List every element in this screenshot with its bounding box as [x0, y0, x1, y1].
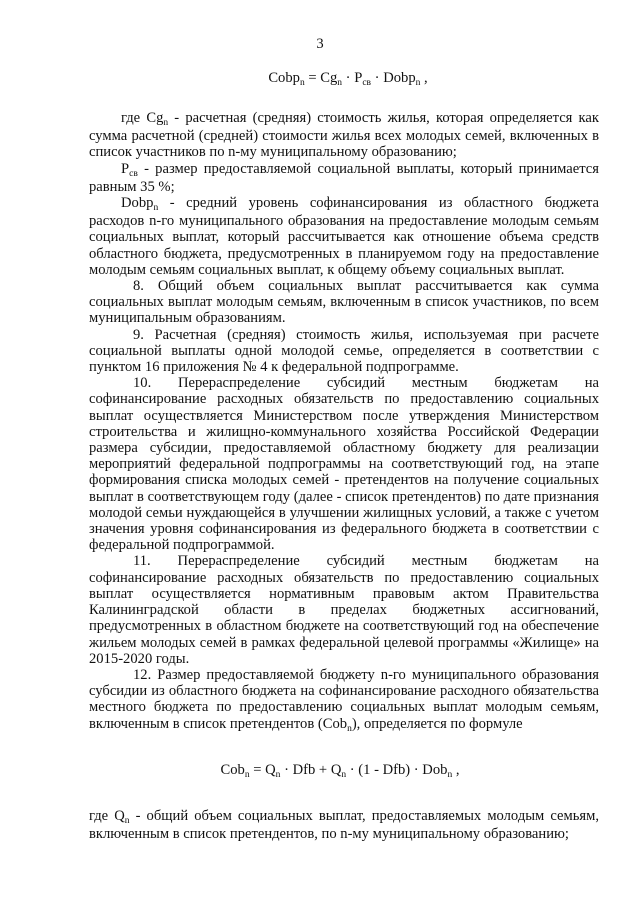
paragraph-11: 11. Перераспределение субсидий местным бюджетам на софинансирование расходных обязательств по предоставлению социальных выплат осуществляется нормативным правовым актом Правительства Калининградской области в пределах бюджетных ассигнований, предусмотренных в областном бюджете на соответствующий год на обеспечение жильем молодых семей в рамках федеральной целевой программы «Жилище» на 2015-2020 годы. [89, 553, 599, 667]
formula-cobp: Cobp$_n$ = $Cg_n \cdot P_{св}$ · Dobp$_n$ , [268, 70, 428, 88]
definitions-block-2 [89, 808, 599, 842]
paragraph-10: 10. Перераспределение субсидий местным бюджетам на софинансирование расходных обязательств по предоставлению социальных выплат осуществляется Министерством после утверждения Министерством строительства и жилищно-коммунального хозяйства Российской Федерации размера субсидии, предоставляемой областному бюджету для реализации мероприятий федеральной подпрограммы на соответствующий год, на этапе формирования списка молодых семей - претендентов на получение социальных выплат в соответствующем году (далее - список претендентов) по дате признания молодой семьи нуждающейся в улучшении жилищных условий, а также с учетом значения уровня софинансирования из федерального бюджета в соответствии с федеральной подпрограммой. [89, 375, 599, 554]
definition-psv: $P_{св}$ - размер предоставляемой социальной выплаты, который принимается равным 35 %; [89, 160, 599, 195]
definition-cg: где $Cg_n$ - расчетная (средняя) стоимость жилья, которая определяется как сумма расчетной (средней) стоимости жилья всех молодых семей, включенных в список участников по n-му муниципальному образованию; [89, 110, 599, 161]
paragraph-8: 8. Общий объем социальных выплат рассчитывается как сумма социальных выплат молодым семьям, включенным в список участников, по всем муниципальным образованиям. [89, 278, 599, 327]
definition-dobp: Dobp$_n$ - средний уровень софинансирования из областного бюджета расходов n-го муниципального образования на предоставление молодым семьям социальных выплат, который рассчитывается как отношение объема средств областного бюджета, предусмотренных в планируемом году на предоставление молодым семьям социальных выплат, к общему объему социальных выплат. [89, 195, 599, 278]
formula-cob: $Cob_n = Q_n$ · Dfb + $Q_n \cdot (1 - Dfb) \cdot Dob_n$ , [220, 762, 460, 780]
paragraph-9: 9. Расчетная (средняя) стоимость жилья, используемая при расчете социальной выплаты одной молодой семье, определяется в соответствии с пунктом 16 приложения № 4 к федеральной подпрограмме. [89, 326, 599, 376]
definitions-block-1 [89, 110, 599, 734]
definition-qn: где $Q_n$ - общий объем социальных выплат, предоставляемых молодым семьям, включенным в список претендентов, по n-му муниципальному образованию; [89, 808, 599, 843]
page-number: 3 [316, 36, 324, 52]
paragraph-12: 12. Размер предоставляемой бюджету n-го муниципального образования субсидии из областного бюджета на софинансирование расходного обязательства местного бюджета по предоставлению социальных выплат молодым семьям, включенным в список претендентов (Cob$_n$), определяется по формуле [89, 666, 599, 734]
